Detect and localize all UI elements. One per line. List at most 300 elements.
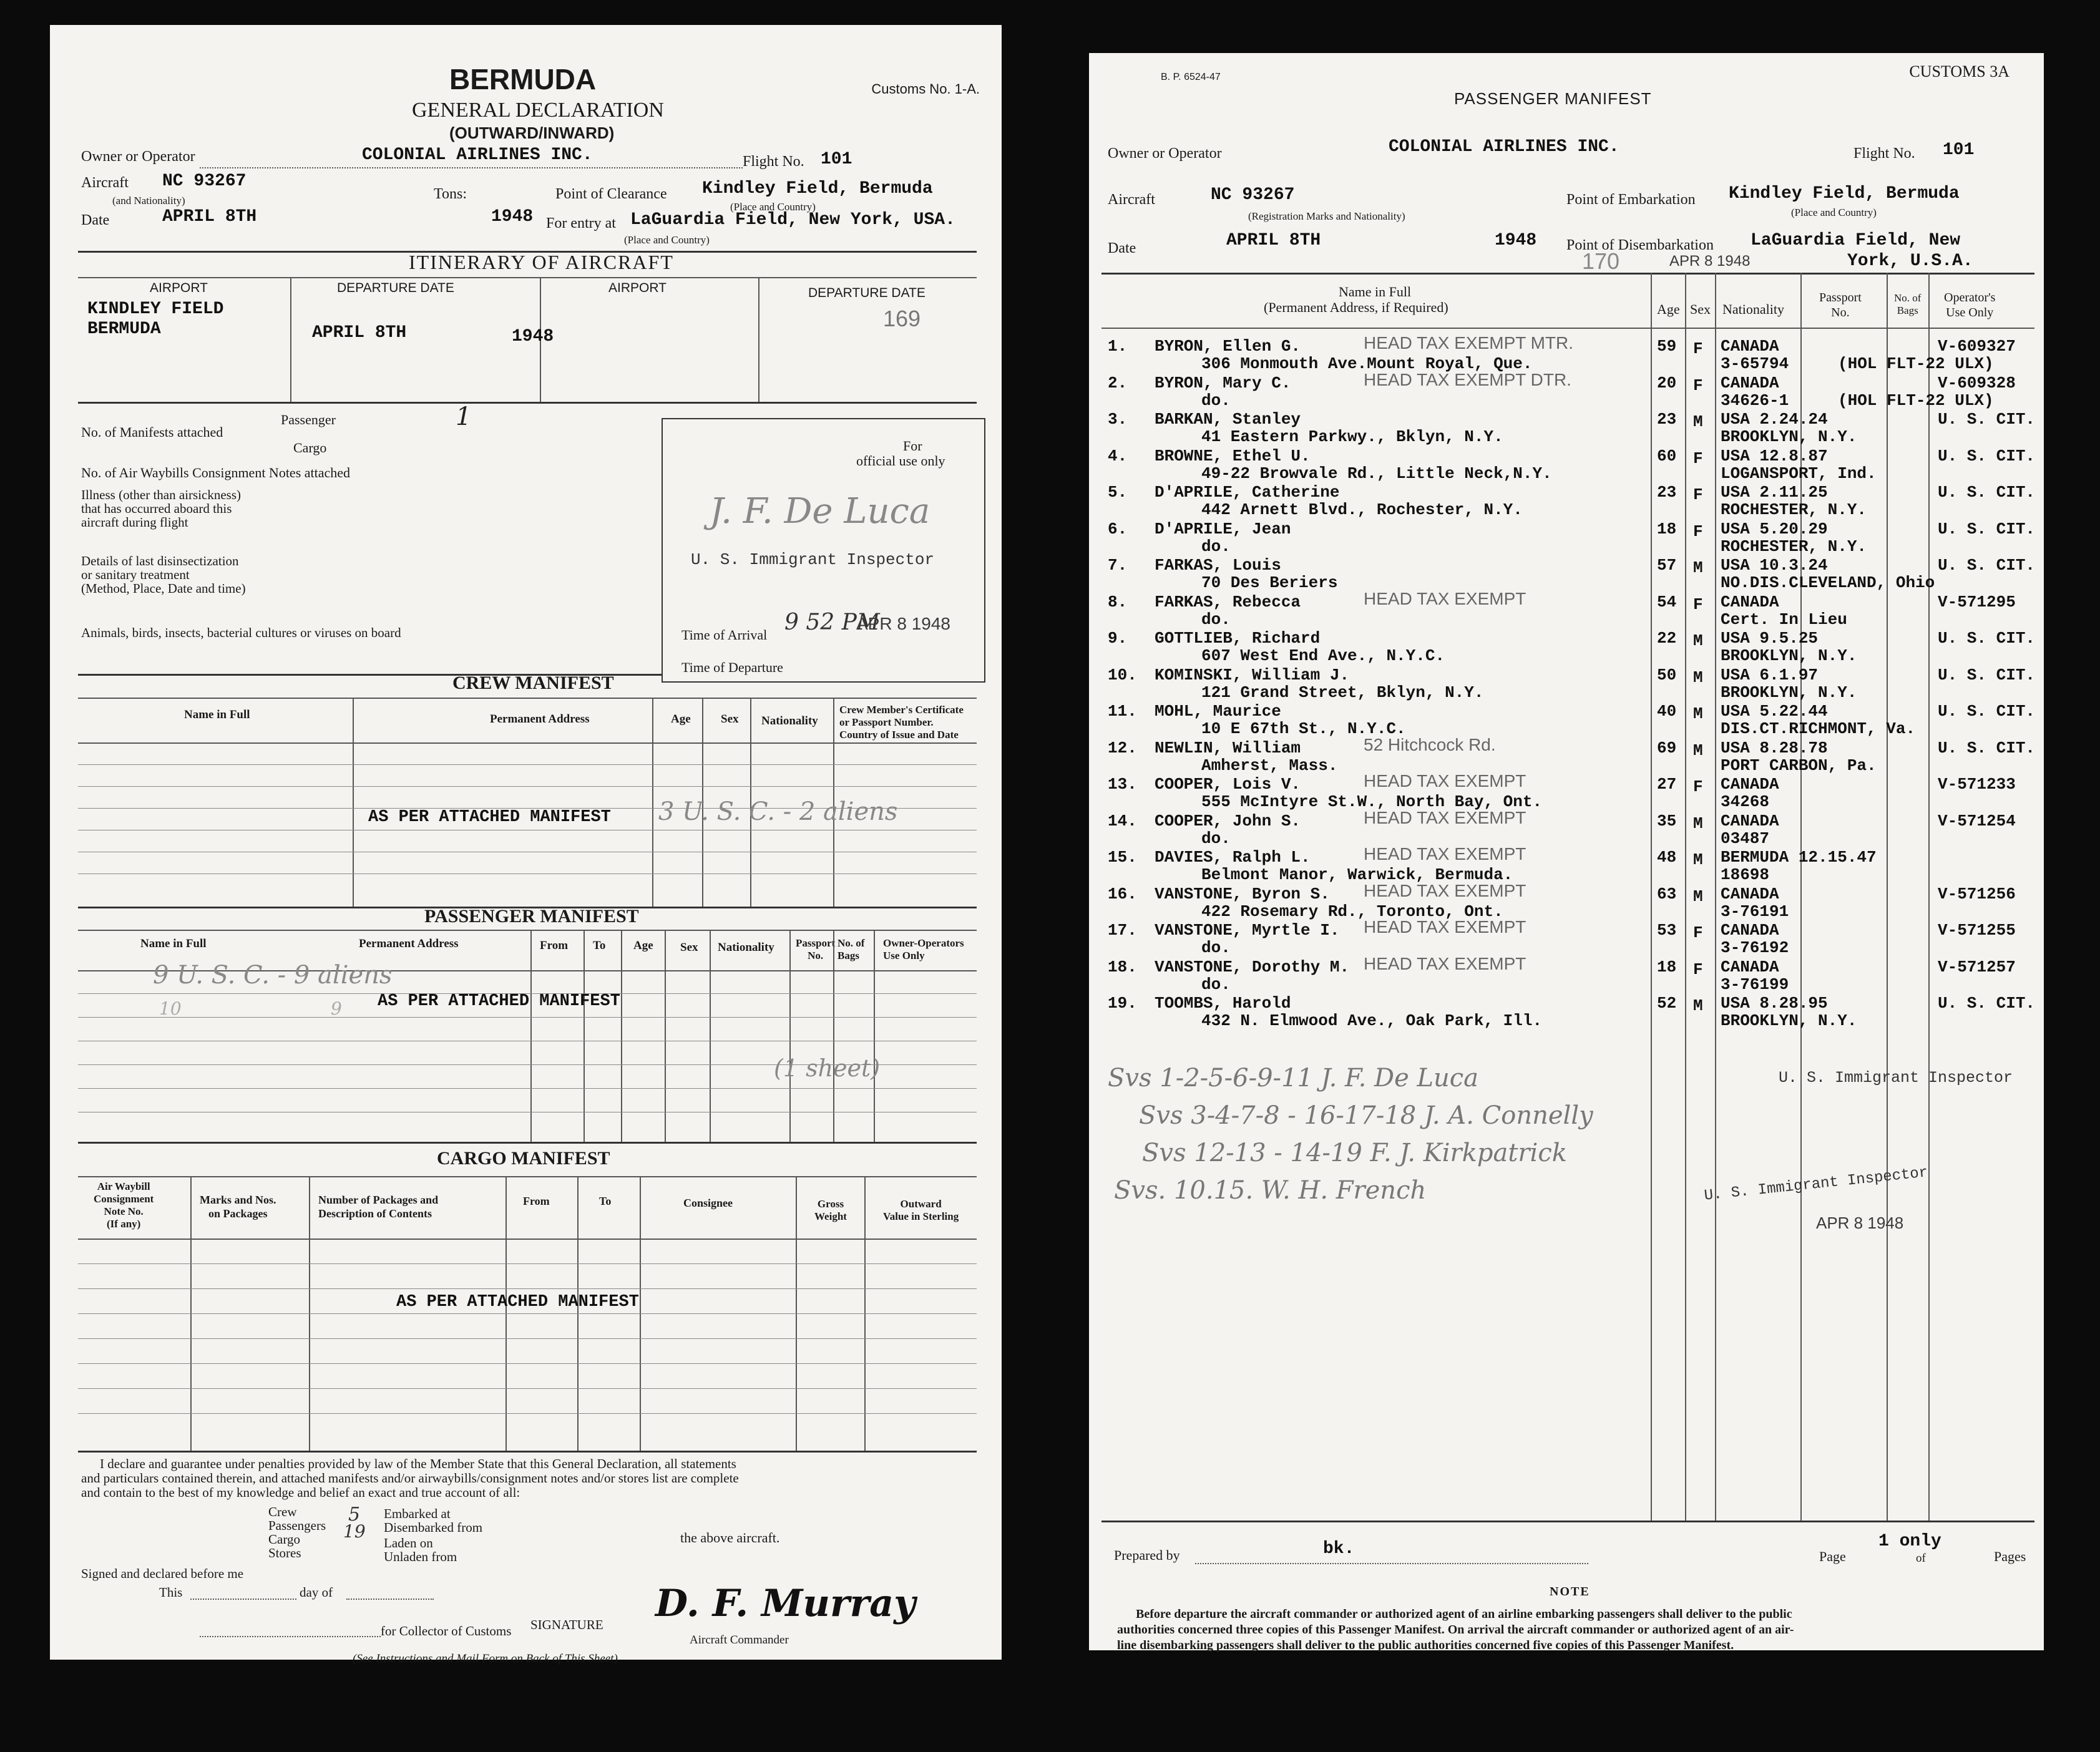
passport-number: PORT CARBON, Pa. (1721, 756, 1877, 775)
crew-count: 5 (348, 1504, 361, 1526)
passenger-address: 607 West End Ave., N.Y.C. (1201, 646, 1445, 665)
passenger-age: 20 (1657, 373, 1677, 392)
passenger-sex: M (1693, 850, 1703, 869)
table-row (1089, 807, 2044, 849)
passenger-name: VANSTONE, Byron S. (1155, 884, 1330, 903)
disembark-value-2: York, U.S.A. (1847, 251, 1973, 271)
official-for: For (903, 438, 922, 454)
collector-label: for Collector of Customs (381, 1623, 512, 1638)
date-label-r: Date (1108, 240, 1136, 256)
crew-col-age: Age (671, 713, 691, 726)
operator-use: U. S. CIT. (1938, 629, 2036, 648)
crew-col-certificate: Crew Member's Certificate or Passport Number. Country of Issue and Date (839, 704, 964, 741)
itinerary-year: 1948 (512, 327, 554, 346)
row-number: 2. (1108, 373, 1128, 392)
table-row (1089, 483, 2044, 520)
passenger-name: BROWNE, Ethel U. (1155, 446, 1311, 465)
owner-label-r: Owner or Operator (1108, 145, 1222, 162)
stamp-date-r: APR 8 1948 (1669, 253, 1751, 270)
passport-number: 3-76192 (1721, 938, 1789, 957)
passenger-age: 57 (1657, 556, 1677, 575)
table-row (1089, 917, 2044, 958)
laden-options: Laden on Unladen from (384, 1535, 457, 1564)
embark-options: Embarked at Disembarked from (384, 1506, 483, 1535)
declaration-text: I declare and guarantee under penalties provided by law of the Member State that this General Declaration, all statements and particulars contained therein, and attached manifests and/or airwaybills/consignment notes and/or stores list are complete and contain to the best of my knowledge and belief an exact and true account of all: (81, 1456, 739, 1500)
col-age: Age (1657, 301, 1680, 317)
customs-number: Customs No. 1-A. (871, 81, 980, 97)
row-number: 10. (1108, 665, 1137, 684)
col-passport: Passport No. (1819, 291, 1862, 319)
passenger-sex: M (1693, 704, 1703, 723)
note-heading: NOTE (1550, 1585, 1590, 1599)
row-number: 14. (1108, 811, 1137, 830)
crew-col-name: Name in Full (184, 708, 250, 721)
passport-number: BROOKLYN, N.Y. (1721, 427, 1857, 446)
passenger-sex: F (1693, 522, 1703, 541)
stamp-number: 169 (883, 306, 921, 331)
passenger-nationality: USA 5.22.44 (1721, 702, 1828, 721)
row-number: 19. (1108, 994, 1137, 1013)
cargo-col-marks: Marks and Nos. on Packages (200, 1194, 276, 1220)
passport-number: NO.DIS.CLEVELAND, Ohio (1721, 573, 1935, 592)
passenger-nationality: USA 12.8.87 (1721, 446, 1828, 465)
inspector-1: U. S. Immigrant Inspector (1779, 1069, 2013, 1087)
this-label: This (159, 1585, 183, 1600)
entry-place-note: (Place and Country) (624, 234, 710, 246)
stamp-number-r: 170 (1582, 248, 1620, 274)
row-stamp-note: HEAD TAX EXEMPT DTR. (1364, 369, 1571, 389)
inspector-title: U. S. Immigrant Inspector (691, 550, 935, 569)
date-label: Date (81, 212, 110, 228)
cargo-col-value: Outward Value in Sterling (883, 1198, 959, 1222)
passenger-sex: M (1693, 814, 1703, 833)
passport-number: 34268 (1721, 792, 1770, 811)
itinerary-col-departure: DEPARTURE DATE (337, 281, 454, 295)
table-row (1089, 410, 2044, 447)
row-number: 13. (1108, 775, 1137, 794)
table-row (1089, 666, 2044, 703)
flight-label-r: Flight No. (1853, 145, 1915, 162)
passenger-name: D'APRILE, Catherine (1155, 483, 1340, 502)
row-stamp-note: 52 Hitchcock Rd. (1364, 734, 1496, 754)
passenger-nationality: CANADA (1721, 921, 1779, 940)
passenger-address: 10 E 67th St., N.Y.C. (1201, 719, 1406, 738)
table-row (1089, 734, 2044, 776)
itinerary-airport-2: BERMUDA (87, 319, 161, 339)
passenger-nationality: USA 10.3.24 (1721, 556, 1828, 575)
prepared-value: bk. (1323, 1539, 1355, 1559)
row-stamp-note: HEAD TAX EXEMPT (1364, 880, 1526, 900)
table-row (1089, 771, 2044, 812)
passenger-sex: F (1693, 339, 1703, 358)
crew-note: 3 U. S. C. - 2 aliens (658, 797, 898, 826)
passenger-nationality: CANADA (1721, 957, 1779, 976)
flight-label: Flight No. (743, 153, 804, 170)
passport-number: BROOKLYN, N.Y. (1721, 646, 1857, 665)
table-row (1089, 994, 2044, 1031)
crew-col-sex: Sex (721, 713, 739, 726)
passenger-nationality: CANADA (1721, 592, 1779, 611)
passenger-age: 23 (1657, 410, 1677, 429)
itinerary-col-departure-2: DEPARTURE DATE (808, 286, 925, 300)
row-number: 1. (1108, 337, 1128, 356)
itinerary-heading: ITINERARY OF AIRCRAFT (409, 251, 674, 273)
passenger-manifest-sheet (1089, 53, 2044, 1650)
passenger-sex: M (1693, 631, 1703, 650)
passenger-address: do. (1201, 610, 1231, 629)
clearance-value: Kindley Field, Bermuda (702, 179, 933, 198)
manifests-label: No. of Manifests attached (81, 424, 223, 440)
table-row (1089, 520, 2044, 557)
passenger-nationality: CANADA (1721, 373, 1779, 392)
operator-use: U. S. CIT. (1938, 519, 2036, 538)
pax-note: 9 U. S. C. - 9 aliens (153, 961, 393, 990)
passport-number: BROOKLYN, N.Y. (1721, 683, 1857, 702)
passenger-sex: F (1693, 485, 1703, 504)
aircraft-value-r: NC 93267 (1211, 185, 1295, 205)
operator-use: V-571254 (1938, 811, 2016, 830)
passenger-address: 442 Arnett Blvd., Rochester, N.Y. (1201, 500, 1523, 519)
operator-use: U. S. CIT. (1938, 410, 2036, 429)
departure-label: Time of Departure (681, 659, 783, 675)
operator-use: V-571295 (1938, 592, 2016, 611)
pax-attached: AS PER ATTACHED MANIFEST (378, 992, 620, 1011)
annotation-4: Svs. 10.15. W. H. French (1114, 1176, 1427, 1205)
operator-use: U. S. CIT. (1938, 994, 2036, 1013)
passenger-address: do. (1201, 938, 1231, 957)
official-use-box (662, 418, 985, 683)
operator-use: U. S. CIT. (1938, 483, 2036, 502)
row-number: 18. (1108, 957, 1137, 976)
passenger-manifest-count: 1 (456, 402, 472, 431)
flight-value: 101 (821, 150, 852, 169)
passenger-label: Passenger (281, 412, 336, 427)
passenger-name: BYRON, Mary C. (1155, 373, 1291, 392)
passenger-sex: F (1693, 595, 1703, 614)
passenger-nationality: USA 2.11.25 (1721, 483, 1828, 502)
passenger-nationality: BERMUDA 12.15.47 (1721, 848, 1877, 867)
table-row (1089, 556, 2044, 593)
col-name-sub: (Permanent Address, if Required) (1264, 299, 1448, 315)
official-use-label: official use only (856, 453, 945, 469)
passenger-name: FARKAS, Louis (1155, 556, 1281, 575)
pax-col-sex: Sex (680, 941, 698, 954)
passport-number: 18698 (1721, 865, 1770, 884)
operator-use-note: (HOL FLT-22 ULX) (1838, 354, 1994, 373)
passenger-sex: M (1693, 558, 1703, 577)
commander-label: Aircraft Commander (690, 1633, 789, 1647)
passport-number: ROCHESTER, N.Y. (1721, 500, 1867, 519)
customs-form: CUSTOMS 3A (1909, 62, 2010, 80)
passenger-heading: PASSENGER MANIFEST (424, 906, 639, 927)
cargo-col-consignee: Consignee (683, 1197, 733, 1209)
passenger-age: 53 (1657, 921, 1677, 940)
operator-use: U. S. CIT. (1938, 556, 2036, 575)
row-number: 12. (1108, 738, 1137, 757)
passenger-nationality: CANADA (1721, 884, 1779, 903)
passenger-nationality: CANADA (1721, 337, 1779, 356)
cargo-attached: AS PER ATTACHED MANIFEST (396, 1293, 639, 1312)
passenger-age: 18 (1657, 519, 1677, 538)
passenger-age: 35 (1657, 811, 1677, 830)
passenger-address: do. (1201, 829, 1231, 848)
passenger-sex: F (1693, 376, 1703, 395)
page-value: 1 only (1878, 1532, 1941, 1551)
passport-number: 3-76191 (1721, 902, 1789, 921)
embark-value: Kindley Field, Bermuda (1729, 184, 1960, 203)
passenger-nationality: CANADA (1721, 775, 1779, 794)
passport-number: 03487 (1721, 829, 1770, 848)
col-use: Operator's Use Only (1944, 291, 1996, 319)
day-of-label: day of (300, 1585, 333, 1600)
passenger-address: 306 Monmouth Ave.Mount Royal, Que. (1201, 354, 1533, 373)
passport-number: ROCHESTER, N.Y. (1721, 537, 1867, 556)
table-row (1089, 588, 2044, 630)
arrival-stamp: APR 8 1948 (856, 614, 950, 633)
row-stamp-note: HEAD TAX EXEMPT MTR. (1364, 333, 1574, 353)
form-subtitle: GENERAL DECLARATION (412, 99, 664, 122)
page-label: Page (1819, 1549, 1846, 1564)
passenger-age: 48 (1657, 848, 1677, 867)
annotation-1: Svs 1-2-5-6-9-11 J. F. De Luca (1108, 1064, 1479, 1093)
passenger-sex: M (1693, 741, 1703, 760)
passenger-name: KOMINSKI, William J. (1155, 665, 1350, 684)
passenger-nationality: CANADA (1721, 811, 1779, 830)
row-stamp-note: HEAD TAX EXEMPT (1364, 953, 1526, 973)
row-stamp-note: HEAD TAX EXEMPT (1364, 844, 1526, 864)
date-value: APRIL 8TH (162, 207, 257, 226)
disembark-value: LaGuardia Field, New (1751, 231, 1961, 250)
inspector-2: U. S. Immigrant Inspector (1703, 1164, 1929, 1205)
passenger-sex: F (1693, 960, 1703, 979)
embark-place-note: (Place and Country) (1791, 207, 1877, 218)
entry-label: For entry at (546, 215, 616, 231)
passenger-name: BARKAN, Stanley (1155, 410, 1301, 429)
passenger-age: 54 (1657, 592, 1677, 611)
itinerary-airport-1: KINDLEY FIELD (87, 299, 224, 319)
row-number: 8. (1108, 592, 1128, 611)
declaration-items: Crew Passengers Cargo Stores (268, 1504, 326, 1560)
aircraft-value: NC 93267 (162, 172, 247, 191)
crew-col-nationality: Nationality (761, 714, 818, 728)
nationality-note: (and Nationality) (112, 195, 185, 207)
passenger-nationality: USA 2.24.24 (1721, 410, 1828, 429)
passenger-sex: M (1693, 996, 1703, 1015)
owner-value: COLONIAL AIRLINES INC. (362, 145, 593, 165)
annotation-3: Svs 12-13 - 14-19 F. J. Kirkpatrick (1142, 1139, 1567, 1167)
pages-label: Pages (1994, 1549, 2026, 1564)
passenger-age: 50 (1657, 665, 1677, 684)
signed-before: Signed and declared before me (81, 1566, 244, 1581)
crew-col-address: Permanent Address (490, 713, 590, 726)
passenger-sex: F (1693, 777, 1703, 796)
operator-use: V-609327 (1938, 337, 2016, 356)
pax-col-passport: Passport No. (796, 937, 836, 961)
row-number: 6. (1108, 519, 1128, 538)
form-direction: (OUTWARD/INWARD) (449, 124, 615, 142)
passenger-address: do. (1201, 975, 1231, 994)
row-stamp-note: HEAD TAX EXEMPT (1364, 917, 1526, 937)
disinsect-label: Details of last disinsectization or sanitary treatment (Method, Place, Date and time) (81, 553, 246, 596)
flight-value-r: 101 (1943, 140, 1975, 160)
passenger-name: DAVIES, Ralph L. (1155, 848, 1311, 867)
passenger-address: 422 Rosemary Rd., Toronto, Ont. (1201, 902, 1503, 921)
row-number: 7. (1108, 556, 1128, 575)
operator-use: U. S. CIT. (1938, 446, 2036, 465)
row-number: 3. (1108, 410, 1128, 429)
passenger-nationality: USA 8.28.95 (1721, 994, 1828, 1013)
table-row (1089, 629, 2044, 666)
passenger-name: NEWLIN, William (1155, 738, 1301, 757)
row-number: 4. (1108, 446, 1128, 465)
year-value-r: 1948 (1495, 231, 1537, 250)
row-number: 17. (1108, 921, 1137, 940)
row-stamp-note: HEAD TAX EXEMPT (1364, 588, 1526, 608)
pax-sheet-note: (1 sheet) (774, 1054, 881, 1082)
pax-col-address: Permanent Address (359, 937, 459, 950)
passenger-nationality: USA 8.28.78 (1721, 738, 1828, 757)
owner-label: Owner or Operator (81, 148, 195, 165)
waybills-label: No. of Air Waybills Consignment Notes attached (81, 465, 351, 480)
pax-col-name: Name in Full (140, 937, 207, 950)
operator-use: V-571257 (1938, 957, 2016, 976)
passenger-age: 22 (1657, 629, 1677, 648)
itinerary-date: APRIL 8TH (312, 323, 407, 343)
passenger-address: do. (1201, 537, 1231, 556)
passenger-name: VANSTONE, Dorothy M. (1155, 957, 1350, 976)
passenger-address: do. (1201, 391, 1231, 410)
row-number: 9. (1108, 629, 1128, 648)
table-row (1089, 333, 2044, 374)
passport-number: DIS.CT.RICHMONT, Va. (1721, 719, 1916, 738)
disembark-label: Point of Disembarkation (1566, 237, 1714, 253)
crew-heading: CREW MANIFEST (452, 673, 614, 693)
embark-label: Point of Embarkation (1566, 192, 1696, 208)
form-title: BERMUDA (449, 63, 597, 95)
passenger-age: 59 (1657, 337, 1677, 356)
note-text: Before departure the aircraft commander or authorized agent of an airline embarking passengers shall deliver to the public authorities concerned three copies of this Passenger Manifest. On arrival the aircraft commander or authorized agent of an air- line disembarking passengers shall deliver to the public authorities concerned five copies of this Passenger Manifest. (1117, 1607, 1794, 1652)
passenger-address: 432 N. Elmwood Ave., Oak Park, Ill. (1201, 1011, 1543, 1030)
operator-use: V-571255 (1938, 921, 2016, 940)
registration-note: (Registration Marks and Nationality) (1248, 210, 1405, 222)
pax-col-to: To (593, 939, 606, 952)
table-row (1089, 369, 2044, 411)
passenger-address: 70 Des Beriers (1201, 573, 1338, 592)
passenger-name: COOPER, John S. (1155, 811, 1301, 830)
row-stamp-note: HEAD TAX EXEMPT (1364, 771, 1526, 791)
tons-label: Tons: (434, 186, 467, 202)
clearance-label: Point of Clearance (555, 186, 667, 202)
passenger-name: VANSTONE, Myrtle I. (1155, 921, 1340, 940)
cargo-col-waybill: Air Waybill Consignment Note No. (If any) (94, 1180, 154, 1230)
arrival-time: 9 52 PM (784, 610, 880, 635)
passenger-name: TOOMBS, Harold (1155, 994, 1291, 1013)
illness-label: Illness (other than airsickness) that has occurred aboard this aircraft during flight (81, 487, 242, 530)
passenger-name: BYRON, Ellen G. (1155, 337, 1301, 356)
row-stamp-note: HEAD TAX EXEMPT (1364, 807, 1526, 827)
prepared-label: Prepared by (1114, 1547, 1180, 1563)
table-row (1089, 844, 2044, 885)
passenger-sex: F (1693, 923, 1703, 942)
row-number: 11. (1108, 702, 1137, 721)
pax-col-use: Owner-Operators Use Only (883, 937, 964, 961)
passenger-address: Amherst, Mass. (1201, 756, 1338, 775)
passenger-age: 40 (1657, 702, 1677, 721)
operator-use: U. S. CIT. (1938, 738, 2036, 757)
col-name: Name in Full (1339, 284, 1412, 299)
pax-col-bags: No. of Bags (838, 937, 865, 961)
passenger-age: 27 (1657, 775, 1677, 794)
passenger-sex: M (1693, 887, 1703, 906)
annotation-2: Svs 3-4-7-8 - 16-17-18 J. A. Connelly (1139, 1101, 1593, 1130)
passenger-nationality: USA 6.1.97 (1721, 665, 1819, 684)
table-row (1089, 447, 2044, 484)
commander-signature: D. F. Murray (655, 1582, 916, 1625)
itinerary-col-airport: AIRPORT (150, 281, 208, 295)
inspector-stamp: APR 8 1948 (1816, 1214, 1904, 1232)
form-number: B. P. 6524-47 (1161, 72, 1221, 82)
operator-use-note: (HOL FLT-22 ULX) (1838, 391, 1994, 410)
passport-number: Cert. In Lieu (1721, 610, 1847, 629)
aircraft-label-r: Aircraft (1108, 192, 1155, 208)
row-number: 15. (1108, 848, 1137, 867)
passenger-address: Belmont Manor, Warwick, Bermuda. (1201, 865, 1513, 884)
table-row (1089, 880, 2044, 922)
passport-number: 3-65794 (1721, 354, 1789, 373)
operator-use: V-609328 (1938, 373, 2016, 392)
clearance-place-note: (Place and Country) (730, 201, 816, 213)
passport-number: LOGANSPORT, Ind. (1721, 464, 1877, 483)
operator-use: V-571256 (1938, 884, 2016, 903)
passport-number: 3-76199 (1721, 975, 1789, 994)
passenger-age: 18 (1657, 957, 1677, 976)
passenger-count: 19 (343, 1521, 366, 1542)
signature-label: SIGNATURE (530, 1617, 603, 1632)
cargo-col-weight: Gross Weight (814, 1198, 847, 1222)
cargo-col-to: To (599, 1195, 612, 1207)
passenger-name: GOTTLIEB, Richard (1155, 629, 1321, 648)
passport-number: BROOKLYN, N.Y. (1721, 1011, 1857, 1030)
of-label: of (1916, 1552, 1926, 1565)
col-bags: No. of Bags (1894, 292, 1922, 316)
operator-use: U. S. CIT. (1938, 665, 2036, 684)
crew-attached: AS PER ATTACHED MANIFEST (368, 808, 611, 827)
general-declaration-sheet (50, 25, 1002, 1665)
col-nationality: Nationality (1722, 301, 1784, 317)
pax-col-age: Age (633, 939, 653, 952)
passenger-name: MOHL, Maurice (1155, 702, 1281, 721)
passenger-age: 60 (1657, 446, 1677, 465)
passenger-address: 49-22 Browvale Rd., Little Neck,N.Y. (1201, 464, 1552, 483)
passenger-name: COOPER, Lois V. (1155, 775, 1301, 794)
year-value: 1948 (491, 207, 534, 226)
pax-note-2: 10 (159, 998, 182, 1019)
passenger-age: 69 (1657, 738, 1677, 757)
itinerary-col-airport-2: AIRPORT (608, 281, 667, 295)
owner-value-r: COLONIAL AIRLINES INC. (1389, 137, 1619, 157)
passenger-name: FARKAS, Rebecca (1155, 592, 1301, 611)
aircraft-label: Aircraft (81, 175, 129, 191)
col-sex: Sex (1690, 301, 1711, 317)
passenger-sex: F (1693, 449, 1703, 468)
passenger-address: 555 McIntyre St.W., North Bay, Ont. (1201, 792, 1543, 811)
passenger-age: 52 (1657, 994, 1677, 1013)
passenger-address: 41 Eastern Parkwy., Bklyn, N.Y. (1201, 427, 1503, 446)
pax-col-nationality: Nationality (718, 941, 774, 954)
passenger-sex: M (1693, 668, 1703, 687)
operator-use: U. S. CIT. (1938, 702, 2036, 721)
row-number: 5. (1108, 483, 1128, 502)
